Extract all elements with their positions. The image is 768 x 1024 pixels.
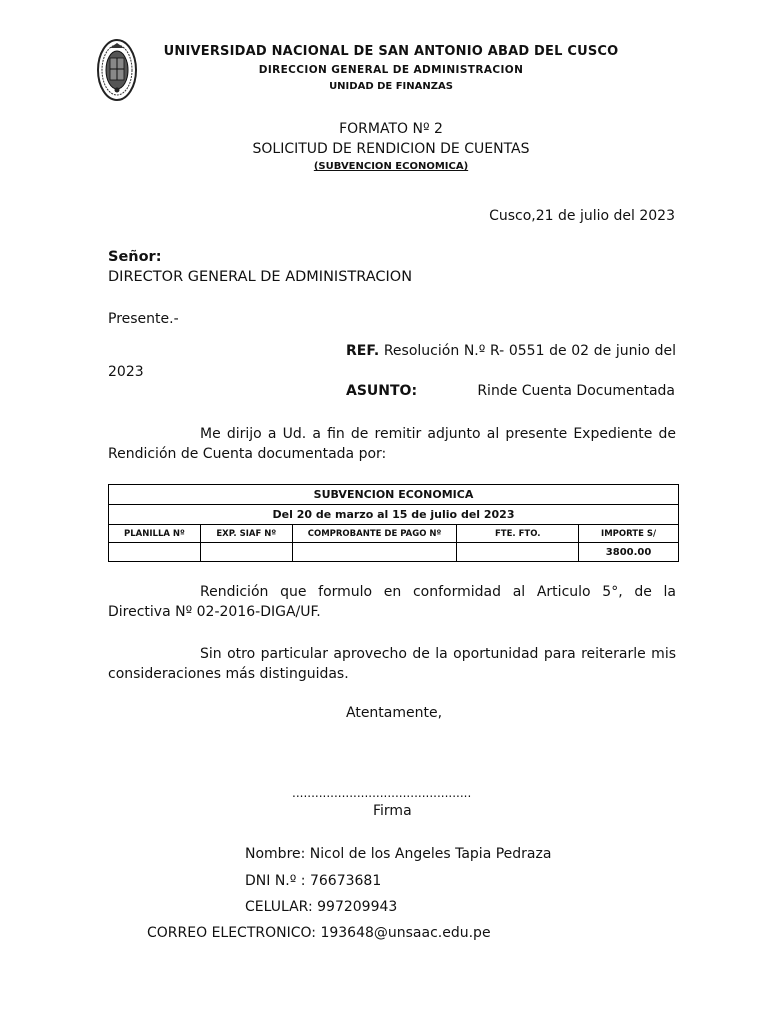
intro-paragraph: Me dirijo a Ud. a fin de remitir adjunto al presente Expediente de Rendición de Cuenta documentada por:	[108, 426, 676, 462]
closing-word: Atentamente,	[346, 705, 443, 721]
university-name: UNIVERSIDAD NACIONAL DE SAN ANTONIO ABAD DEL CUSCO	[163, 44, 619, 59]
cell-exp-siaf	[200, 543, 292, 562]
col-fte-fto: FTE. FTO.	[457, 525, 579, 543]
reference-line	[346, 343, 676, 359]
col-exp-siaf: EXP. SIAF Nº	[200, 525, 292, 543]
conformity-paragraph: Rendición que formulo en conformidad al Articulo 5°, de la Directiva Nº 02-2016-DIGA/UF.	[108, 584, 676, 620]
form-number: FORMATO Nº 2	[339, 121, 443, 137]
signature-label: Firma	[373, 803, 412, 819]
cell-comprobante	[292, 543, 457, 562]
presente: Presente.-	[108, 311, 179, 327]
sender-email: CORREO ELECTRONICO: 193648@unsaac.edu.pe	[147, 925, 491, 941]
sender-name: Nombre: Nicol de los Angeles Tapia Pedraza	[245, 846, 552, 862]
table-row	[109, 543, 679, 562]
reference-continuation: 2023	[108, 364, 144, 380]
closing-paragraph: Sin otro particular aprovecho de la oportunidad para reiterarle mis consideraciones más distinguidas.	[108, 646, 676, 682]
direccion-name: DIRECCION GENERAL DE ADMINISTRACION	[258, 64, 524, 76]
subject-label: ASUNTO:	[346, 383, 418, 399]
cell-fte-fto	[457, 543, 579, 562]
col-comprobante: COMPROBANTE DE PAGO Nº	[292, 525, 457, 543]
document-date: Cusco,21 de julio del 2023	[489, 208, 675, 224]
reference-label: REF.	[346, 343, 380, 359]
signature-line: ...............................................	[292, 786, 472, 800]
table-title: SUBVENCION ECONOMICA	[109, 485, 679, 505]
cell-importe: 3800.00	[579, 543, 679, 562]
subject-text: Rinde Cuenta Documentada	[477, 383, 675, 399]
subvencion-table	[108, 484, 679, 562]
form-title: SOLICITUD DE RENDICION DE CUENTAS	[252, 141, 530, 157]
form-subtitle: (SUBVENCION ECONOMICA)	[313, 161, 469, 172]
addressee-position: DIRECTOR GENERAL DE ADMINISTRACION	[108, 269, 413, 285]
cell-planilla	[109, 543, 201, 562]
reference-text: Resolución N.º R- 0551 de 02 de junio del	[383, 343, 676, 359]
col-planilla: PLANILLA Nº	[109, 525, 201, 543]
table-period: Del 20 de marzo al 15 de julio del 2023	[109, 505, 679, 525]
col-importe: IMPORTE S/	[579, 525, 679, 543]
sender-phone: CELULAR: 997209943	[245, 899, 398, 915]
sender-dni: DNI N.º : 76673681	[245, 873, 382, 889]
unidad-name: UNIDAD DE FINANZAS	[329, 81, 453, 92]
salutation: Señor:	[108, 249, 162, 265]
